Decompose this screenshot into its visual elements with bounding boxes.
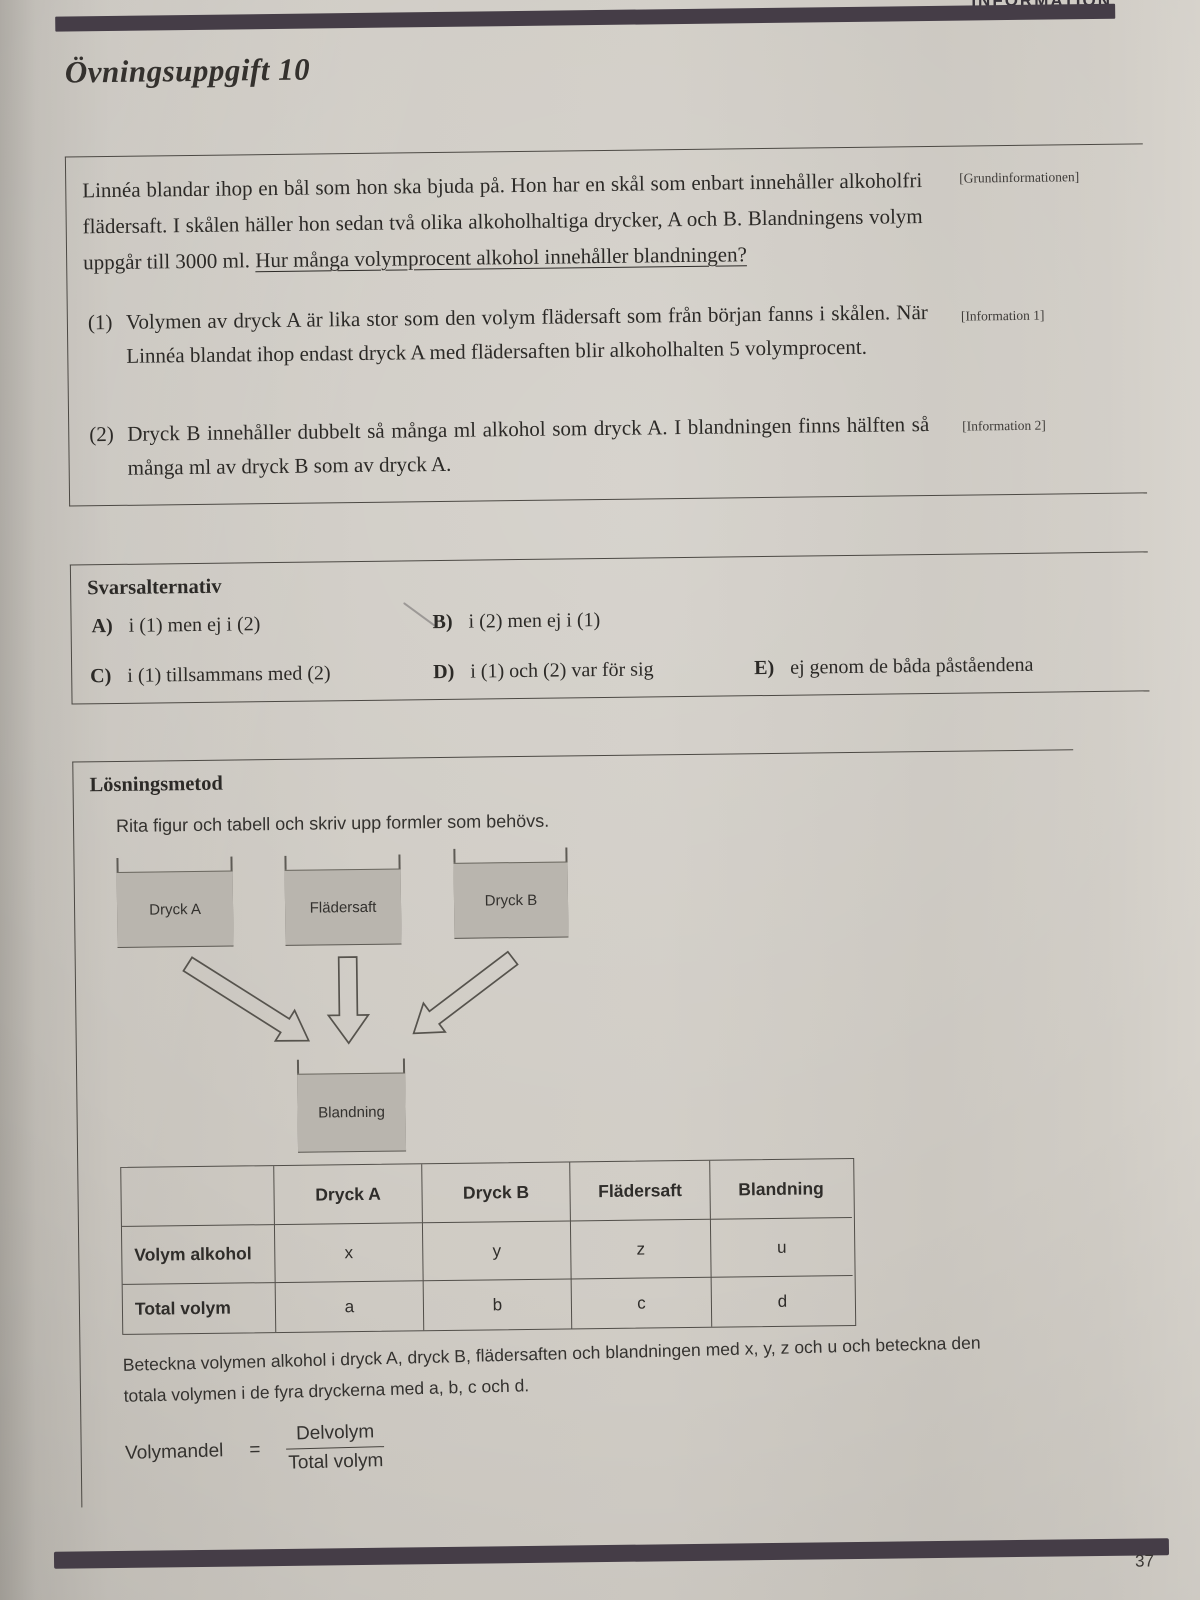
table-cell-x: x	[274, 1222, 423, 1282]
statement-1-number: (1)	[87, 309, 113, 335]
answers-box	[70, 551, 1150, 704]
statement-1	[88, 295, 929, 373]
option-a	[91, 613, 260, 638]
table-cell-d: d	[711, 1275, 854, 1327]
volume-table	[120, 1158, 856, 1335]
option-a-text: i (1) men ej i (2)	[128, 613, 261, 637]
page-number: 37	[1134, 1551, 1155, 1571]
top-rule-bar	[55, 4, 1115, 32]
table-cell-c: c	[571, 1277, 712, 1329]
formula-fraction	[286, 1421, 385, 1475]
margin-label-grundinformationen: [Grundinformationen]	[959, 169, 1080, 186]
margin-label-information-1: [Information 1]	[960, 307, 1045, 324]
table-cell-b: b	[423, 1278, 572, 1330]
formula-lhs: Volymandel	[124, 1440, 224, 1464]
mixing-diagram	[116, 844, 590, 1162]
option-e	[754, 654, 1033, 680]
table-cell-u: u	[710, 1217, 853, 1277]
solution-box	[72, 749, 1082, 1507]
table-header-dryck-a: Dryck A	[273, 1164, 422, 1224]
beaker-label-dryck-b: Dryck B	[454, 861, 569, 938]
option-b-text: i (2) men ej i (1)	[468, 609, 601, 633]
statement-2-number: (2)	[89, 421, 114, 447]
table-header-blandning: Blandning	[709, 1159, 852, 1219]
statement-2	[89, 407, 930, 485]
option-b-letter: B)	[432, 610, 453, 634]
option-e-text: ej genom de båda påståendena	[790, 653, 1034, 679]
table-header-dryck-b: Dryck B	[421, 1162, 570, 1222]
arrow-down-right-icon	[183, 956, 308, 1042]
option-e-letter: E)	[754, 656, 775, 680]
table-header-empty	[121, 1166, 274, 1226]
option-d-text: i (1) och (2) var för sig	[470, 658, 654, 683]
statement-1-text: Volymen av dryck A är lika stor som den volym flädersaft som från början fanns i skålen. När Linnéa blandat ihop endast dryck A med flädersaften blir alkoholhalten 5 volymprocent.	[125, 300, 928, 368]
option-b	[432, 609, 600, 634]
beaker-label-dryck-a: Dryck A	[117, 871, 234, 948]
option-c	[90, 662, 331, 688]
table-row-label-volym-alkohol: Volym alkohol	[122, 1224, 275, 1284]
answers-heading: Svarsalternativ	[87, 575, 222, 600]
arrow-down-icon	[328, 957, 369, 1043]
answers-row-1	[87, 602, 1137, 645]
page-title: Övningsuppgift 10	[64, 51, 311, 90]
problem-box	[65, 143, 1147, 506]
option-a-letter: A)	[91, 615, 113, 638]
table-cell-z: z	[570, 1219, 711, 1279]
problem-question: Hur många volymprocent alkohol innehåller blandningen?	[255, 242, 747, 273]
volymandel-formula	[125, 1406, 984, 1479]
problem-text	[82, 163, 923, 281]
beaker-blandning	[297, 1058, 406, 1152]
arrow-down-left-icon	[413, 952, 519, 1034]
answers-row-2	[88, 652, 1138, 695]
solution-lower-block	[122, 1327, 983, 1479]
solution-heading: Lösningsmetod	[89, 772, 223, 797]
formula-numerator: Delvolym	[286, 1421, 385, 1450]
notation-note: Beteckna volymen alkohol i dryck A, dryck B, flädersaften och blandningen med x, y, z och u och beteckna den totala volymen i de fyra dryckerna med a, b, c och d.	[122, 1332, 981, 1407]
formula-denominator: Total volym	[288, 1450, 384, 1474]
option-c-letter: C)	[90, 665, 112, 688]
problem-intro: Linnéa blandar ihop en bål som hon ska bjuda på. Hon har en skål som enbart innehåller alkoholfri flädersaft. I skålen häller hon sedan två olika alkoholhaltiga drycker, A och B. Blandningens volym uppgår till 3000 ml.	[82, 168, 923, 275]
option-d-letter: D)	[433, 660, 455, 684]
table-cell-y: y	[422, 1220, 571, 1280]
solution-instruction: Rita figur och tabell och skriv upp formler som behövs.	[115, 810, 550, 836]
beaker-label-fladersaft: Flädersaft	[285, 869, 402, 946]
formula-equals: =	[249, 1439, 261, 1461]
statement-2-text: Dryck B innehåller dubbelt så många ml alkohol som dryck A. I blandningen finns hälften så många ml av dryck B som av dryck A.	[127, 412, 930, 480]
table-header-fladersaft: Flädersaft	[569, 1161, 710, 1221]
margin-label-information-2: [Information 2]	[962, 417, 1046, 434]
option-d	[433, 658, 654, 684]
bottom-rule-bar	[54, 1538, 1169, 1569]
table-row-label-total-volym: Total volym	[123, 1282, 276, 1334]
beaker-label-blandning: Blandning	[297, 1072, 406, 1152]
option-c-text: i (1) tillsammans med (2)	[127, 662, 331, 687]
table-cell-a: a	[275, 1280, 424, 1332]
